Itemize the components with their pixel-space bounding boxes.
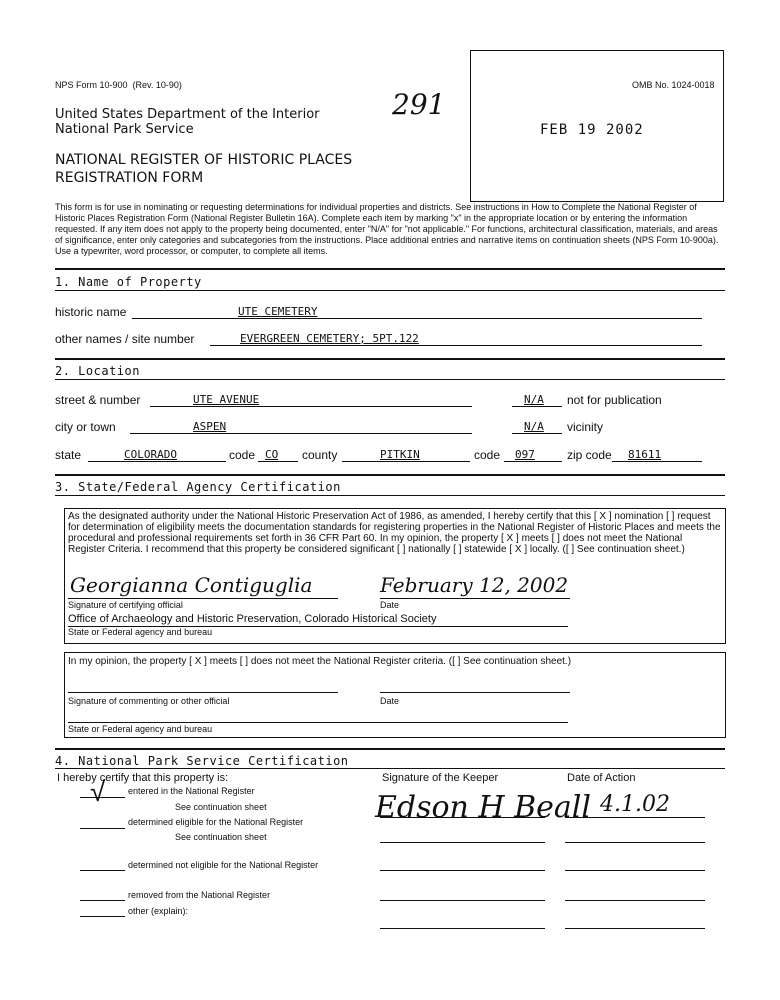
keeper-label: Signature of the Keeper [382, 772, 499, 784]
section4-heading: 4. National Park Service Certification [55, 754, 349, 768]
county-label: county [302, 448, 338, 462]
certifying-sig-label: Signature of certifying official [68, 600, 183, 610]
list-item-determined-eligible: determined eligible for the National Register [128, 817, 304, 827]
action-date-label: Date of Action [567, 772, 636, 784]
commenting-sig-label: Signature of commenting or other official [68, 696, 230, 706]
dept-line1: United States Department of the Interior [55, 107, 320, 122]
certifying-signature: Georgianna Contiguglia [70, 573, 313, 597]
state-value: COLORADO [124, 448, 177, 461]
dept-line2: National Park Service [55, 122, 194, 137]
historic-name-value: UTE CEMETERY [238, 305, 318, 318]
section2-heading: 2. Location [55, 364, 140, 378]
certification-text: As the designated authority under the National Historic Preservation Act of 1986, as amended, I hereby certify that this [ X ] nomination [ ] request for determination of eligibility meets the documentation standards for registering properties in the National Register of Historic Places and meets the procedural and professional requirements set forth in 36 CFR Part 60. In my opinion, the property [ X ] meets [ ] does not meet the National Register Criteria. I recommend that this property be considered significant [ ] nationally [ ] statewide [ X ] locally. ([ ] See continuation sheet.) [68, 511, 721, 555]
handwritten-number: 291 [392, 88, 446, 121]
form-title-line1: NATIONAL REGISTER OF HISTORIC PLACES [55, 152, 353, 168]
list-item-entered: entered in the National Register [128, 786, 255, 796]
city-value: ASPEN [193, 420, 227, 433]
state-label: state [55, 448, 82, 462]
agency2-label: State or Federal agency and bureau [68, 724, 213, 734]
form-number: NPS Form 10-900 (Rev. 10-90) [55, 80, 182, 90]
county-value: PITKIN [380, 448, 420, 461]
instructions: This form is for use in nominating or requesting determinations for individual properties and districts. See instructions in How to Complete the National Register of Historic Places Registration Form (National Register Bulletin 16A). Complete each item by marking "x" in the appropriate location or by entering the information requested. If any item does not apply to the property being documented, enter "N/A" for "not applicable." For functions, architectural classification, materials, and areas of significance, enter only categories and subcategories from the instructions. Place additional entries and narrative items on continuation sheets (NPS Form 10-900a). Use a typewriter, word processor, or computer, to complete all items. [55, 202, 719, 256]
section1-heading: 1. Name of Property [55, 275, 202, 289]
certifying-date-label: Date [380, 600, 400, 610]
commenting-date-label: Date [380, 696, 400, 706]
street-label: street & number [55, 393, 141, 407]
historic-name-label: historic name [55, 305, 127, 319]
stamp-date: FEB 19 2002 [540, 122, 644, 138]
certifying-date: February 12, 2002 [380, 573, 569, 597]
list-item-not-eligible: determined not eligible for the National Register [128, 860, 319, 870]
list-item-removed: removed from the National Register [128, 890, 271, 900]
other-names-value: EVERGREEN CEMETERY; 5PT.122 [240, 332, 419, 345]
county-code-label: code [474, 448, 501, 462]
check-mark: √ [90, 776, 106, 807]
not-for-publication-value: N/A [524, 393, 544, 406]
street-value: UTE AVENUE [193, 393, 260, 406]
list-item-continuation1: See continuation sheet [175, 802, 267, 812]
opinion-text: In my opinion, the property [ X ] meets [ ] does not meet the National Register criteria. ([ ] See continuation sheet.) [68, 656, 572, 667]
section3-heading: 3. State/Federal Agency Certification [55, 480, 341, 494]
action-date-value: 4.1.02 [600, 792, 670, 817]
city-label: city or town [55, 420, 116, 434]
state-code-value: CO [265, 448, 279, 461]
list-item-other: other (explain): [128, 906, 189, 916]
zip-label: zip code [567, 448, 612, 462]
code-label: code [229, 448, 256, 462]
county-code-value: 097 [515, 448, 535, 461]
certify-text: I hereby certify that this property is: [57, 772, 229, 784]
vicinity-value: N/A [524, 420, 544, 433]
keeper-signature: Edson H Beall [375, 790, 591, 825]
not-for-publication-label: not for publication [567, 393, 662, 407]
vicinity-label: vicinity [567, 420, 604, 434]
list-item-continuation2: See continuation sheet [175, 832, 267, 842]
other-names-label: other names / site number [55, 332, 195, 346]
zip-value: 81611 [628, 448, 662, 461]
omb-number: OMB No. 1024-0018 [632, 80, 715, 90]
form-title-line2: REGISTRATION FORM [55, 170, 204, 186]
agency-label: State or Federal agency and bureau [68, 627, 213, 637]
agency-value: Office of Archaeology and Historic Preservation, Colorado Historical Society [68, 613, 437, 625]
